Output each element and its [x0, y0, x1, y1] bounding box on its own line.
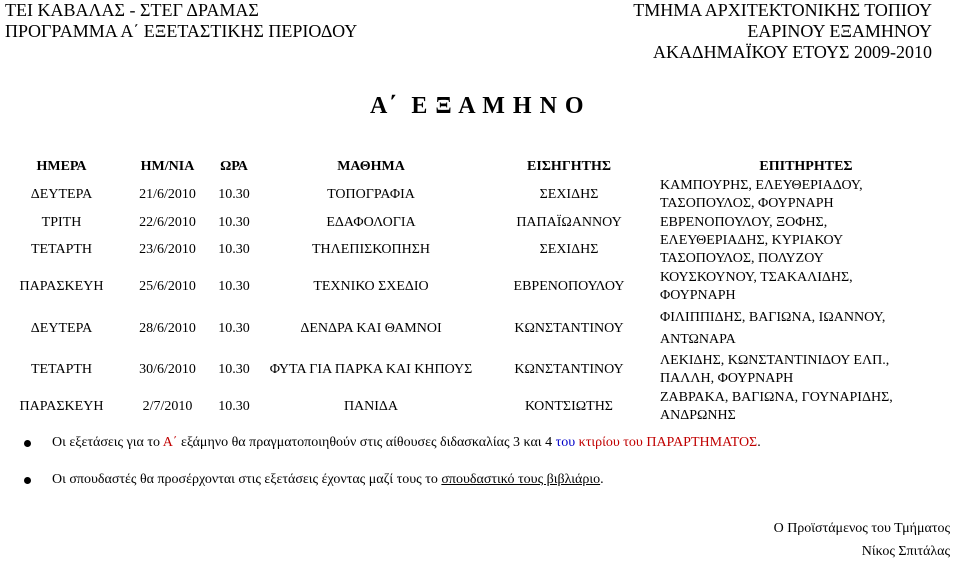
cell-supervisors: [652, 268, 960, 306]
cell-subject: ΠΑΝΙΔΑ: [343, 399, 399, 414]
cell-supervisors: [652, 388, 960, 426]
supervisors-line: ΕΛΕΥΘΕΡΙΑΔΗΣ, ΚΥΡΙΑΚΟΥ: [660, 233, 844, 248]
table-row: [0, 232, 960, 268]
cell-supervisors: [652, 352, 960, 388]
header-day: ΗΜΕΡΑ: [36, 159, 87, 174]
header-left: [5, 0, 357, 42]
note-text: [52, 470, 604, 490]
cell-subject: ΤΗΛΕΠΙΣΚΟΠΗΣΗ: [311, 242, 431, 257]
note-segment: .: [600, 472, 604, 487]
cell-subject: ΕΔΑΦΟΛΟΓΙΑ: [326, 214, 416, 230]
cell-time: 10.30: [218, 399, 250, 414]
header-time: ΩΡΑ: [220, 159, 248, 174]
note-highlight-building: κτιρίου του ΠΑΡΑΡΤΗΜΑΤΟΣ: [578, 435, 758, 450]
cell-day: ΠΑΡΑΣΚΕΥΗ: [19, 399, 104, 414]
cell-time: 10.30: [218, 279, 250, 294]
cell-date: 23/6/2010: [139, 242, 196, 257]
cell-time: 10.30: [218, 214, 250, 230]
cell-day: ΠΑΡΑΣΚΕΥΗ: [19, 279, 104, 294]
cell-examiner: ΕΒΡΕΝΟΠΟΥΛΟΥ: [513, 279, 625, 294]
cell-date: 2/7/2010: [142, 399, 193, 414]
cell-subject: ΤΟΠΟΓΡΑΦΙΑ: [327, 187, 415, 202]
cell-date: 30/6/2010: [139, 362, 196, 377]
supervisors-line: ΕΒΡΕΝΟΠΟΥΛΟΥ, ΞΟΦΗΣ,: [660, 214, 828, 230]
cell-subject: ΔΕΝΔΡΑ ΚΑΙ ΘΑΜΝΟΙ: [300, 321, 442, 336]
cell-supervisors: [652, 306, 960, 352]
supervisors-line: ΑΝΔΡΩΝΗΣ: [660, 408, 736, 423]
note-text: [52, 433, 761, 453]
program-title: ΠΡΟΓΡΑΜΜΑ Α΄ ΕΞΕΤΑΣΤΙΚΗΣ ΠΕΡΙΟΔΟΥ: [5, 21, 358, 41]
supervisors-line: ΑΝΤΩΝΑΡΑ: [660, 332, 736, 347]
header-right: [633, 0, 932, 63]
supervisors-line: ΤΑΣΟΠΟΥΛΟΣ, ΠΟΛΥΖΟΥ: [660, 251, 824, 266]
cell-date: 22/6/2010: [139, 214, 196, 230]
cell-examiner: ΣΕΧΙΔΗΣ: [539, 187, 599, 202]
note-segment-blue: του: [555, 435, 579, 450]
supervisors-line: ΤΑΣΟΠΟΥΛΟΣ, ΦΟΥΡΝΑΡΗ: [660, 196, 834, 211]
page-title: Α΄ Ε Ξ Α Μ Η Ν Ο: [370, 93, 585, 119]
exam-schedule-table: [0, 157, 960, 426]
cell-supervisors: [652, 213, 960, 232]
table-row: [0, 213, 960, 232]
cell-day: ΤΡΙΤΗ: [41, 214, 82, 230]
academic-year: ΑΚΑΔΗΜΑΪΚΟΥ ΕΤΟΥΣ 2009-2010: [653, 42, 932, 62]
cell-day: ΤΕΤΑΡΤΗ: [30, 362, 93, 377]
header-examiner: ΕΙΣΗΓΗΤΗΣ: [526, 159, 611, 174]
table-row: [0, 306, 960, 352]
note-segment: Οι σπουδαστές θα προσέρχονται στις εξετάσεις έχοντας μαζί τους το: [52, 472, 442, 487]
bullet-icon: [24, 440, 31, 447]
header-date: ΗΜ/ΝΙΑ: [140, 159, 195, 174]
cell-subject: ΦΥΤΑ ΓΙΑ ΠΑΡΚΑ ΚΑΙ ΚΗΠΟΥΣ: [269, 362, 473, 377]
cell-time: 10.30: [218, 362, 250, 377]
semester-label: ΕΑΡΙΝΟΥ ΕΞΑΜΗΝΟΥ: [747, 21, 932, 41]
cell-date: 25/6/2010: [139, 279, 196, 294]
note-underlined: σπουδαστικό τους βιβλιάριο: [441, 472, 601, 487]
supervisors-line: ΠΑΛΛΗ, ΦΟΥΡΝΑΡΗ: [660, 371, 794, 386]
note-highlight-semester: Α΄: [162, 435, 178, 450]
cell-examiner: ΚΩΝΣΤΑΝΤΙΝΟΥ: [514, 321, 624, 336]
supervisors-line: ΦΙΛΙΠΠΙΔΗΣ, ΒΑΓΙΩΝΑ, ΙΩΑΝΝΟΥ,: [660, 310, 886, 325]
table-row: [0, 352, 960, 388]
cell-time: 10.30: [218, 242, 250, 257]
department-name: ΤΜΗΜΑ ΑΡΧΙΤΕΚΤΟΝΙΚΗΣ ΤΟΠΙΟΥ: [633, 0, 932, 20]
table-row: [0, 268, 960, 306]
cell-supervisors: [652, 232, 960, 268]
header-supervisors: ΕΠΙΤΗΡΗΤΕΣ: [759, 159, 853, 174]
cell-time: 10.30: [218, 187, 250, 202]
note-segment: .: [757, 435, 761, 450]
supervisors-line: ΖΑΒΡΑΚΑ, ΒΑΓΙΩΝΑ, ΓΟΥΝΑΡΙΔΗΣ,: [660, 390, 893, 405]
signature-name: Νίκος Σπιτάλας: [861, 544, 950, 559]
supervisors-line: ΦΟΥΡΝΑΡΗ: [660, 288, 736, 303]
table-header-row: [0, 157, 960, 177]
cell-day: ΤΕΤΑΡΤΗ: [30, 242, 93, 257]
header-subject: ΜΑΘΗΜΑ: [337, 159, 405, 174]
cell-date: 21/6/2010: [139, 187, 196, 202]
table-row: [0, 177, 960, 213]
cell-date: 28/6/2010: [139, 321, 196, 336]
cell-day: ΔΕΥΤΕΡΑ: [30, 187, 93, 202]
bullet-icon: [24, 477, 31, 484]
cell-examiner: ΣΕΧΙΔΗΣ: [539, 242, 599, 257]
cell-examiner: ΚΟΝΤΣΙΩΤΗΣ: [525, 399, 613, 414]
signature-role: Ο Προϊστάμενος του Τμήματος: [773, 521, 950, 536]
note-segment: εξάμηνο θα πραγματοποιηθούν στις αίθουσες διδασκαλίας 3 και 4: [177, 435, 556, 450]
cell-time: 10.30: [218, 321, 250, 336]
supervisors-line: ΚΟΥΣΚΟΥΝΟΥ, ΤΣΑΚΑΛΙΔΗΣ,: [660, 270, 853, 285]
cell-day: ΔΕΥΤΕΡΑ: [30, 321, 93, 336]
supervisors-line: ΚΑΜΠΟΥΡΗΣ, ΕΛΕΥΘΕΡΙΑΔΟΥ,: [660, 178, 863, 193]
note-segment: Οι εξετάσεις για το: [52, 435, 163, 450]
cell-supervisors: [652, 177, 960, 213]
table-row: [0, 388, 960, 426]
institution-name: ΤΕΙ ΚΑΒΑΛΑΣ - ΣΤΕΓ ΔΡΑΜΑΣ: [5, 0, 259, 20]
cell-subject: ΤΕΧΝΙΚΟ ΣΧΕΔΙΟ: [313, 279, 429, 294]
cell-examiner: ΚΩΝΣΤΑΝΤΙΝΟΥ: [514, 362, 624, 377]
supervisors-line: ΛΕΚΙΔΗΣ, ΚΩΝΣΤΑΝΤΙΝΙΔΟΥ ΕΛΠ.,: [660, 353, 890, 368]
cell-examiner: ΠΑΠΑΪΩΑΝΝΟΥ: [516, 214, 622, 230]
